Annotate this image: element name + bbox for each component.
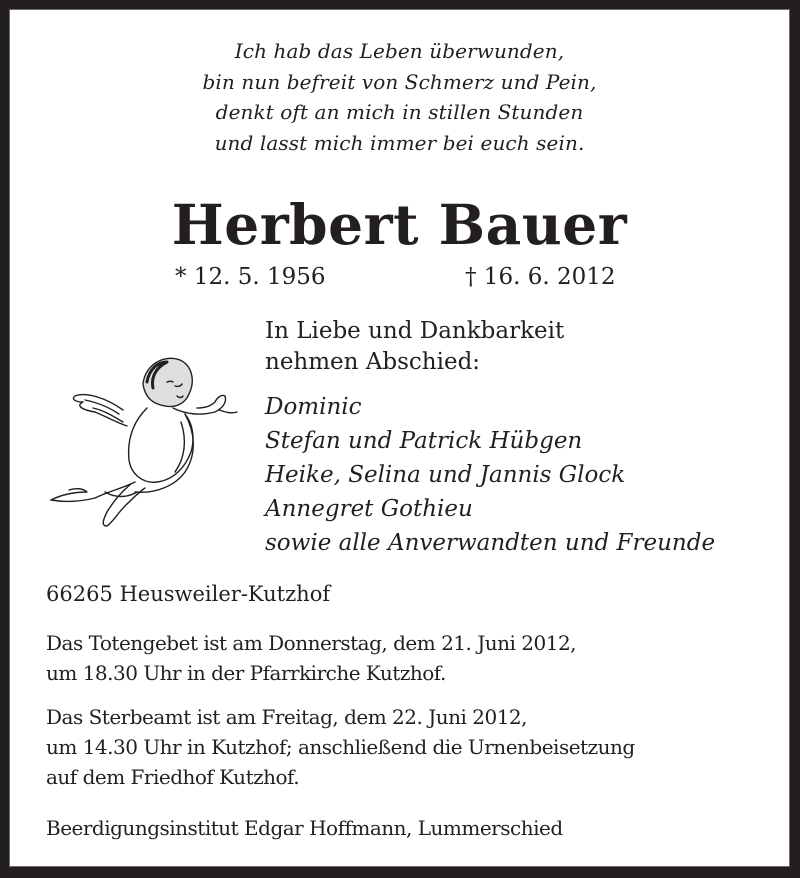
poem-line: Ich hab das Leben überwunden,	[234, 39, 565, 63]
obituary-notice	[9, 9, 790, 867]
mourner: Annegret Gothieu	[265, 496, 473, 522]
poem-line: und lasst mich immer bei euch sein.	[214, 130, 585, 155]
requiem-line: um 14.30 Uhr in Kutzhof; anschließend die Urnenbeisetzung	[46, 735, 635, 759]
mourners-list	[265, 390, 715, 560]
intro-line: nehmen Abschied:	[265, 349, 481, 375]
death-date: † 16. 6. 2012	[465, 264, 616, 290]
mourner: Heike, Selina und Jannis Glock	[265, 462, 626, 488]
prayer-line: um 18.30 Uhr in der Pfarrkirche Kutzhof.	[46, 661, 446, 685]
requiem-mass	[46, 702, 635, 792]
requiem-line: auf dem Friedhof Kutzhof.	[46, 765, 300, 789]
prayer-line: Das Totengebet ist am Donnerstag, dem 21. Juni 2012,	[46, 631, 577, 655]
angel-icon	[35, 342, 245, 527]
location: 66265 Heusweiler-Kutzhof	[46, 582, 331, 606]
deceased-name: Herbert Bauer	[171, 192, 628, 257]
memorial-poem	[10, 36, 789, 158]
birth-date: * 12. 5. 1956	[175, 264, 326, 290]
intro-line: In Liebe und Dankbarkeit	[265, 318, 565, 344]
prayer-service	[46, 628, 576, 688]
requiem-line: Das Sterbeamt ist am Freitag, dem 22. Juni 2012,	[46, 705, 527, 729]
mourner: Stefan und Patrick Hübgen	[265, 428, 583, 454]
poem-line: denkt oft an mich in stillen Stunden	[215, 100, 584, 124]
funeral-home: Beerdigungsinstitut Edgar Hoffmann, Lummerschied	[46, 816, 563, 840]
mourner: Dominic	[265, 394, 362, 420]
mourners-intro	[265, 316, 564, 378]
poem-line: bin nun befreit von Schmerz und Pein,	[202, 69, 597, 94]
mourner: sowie alle Anverwandten und Freunde	[265, 530, 716, 556]
